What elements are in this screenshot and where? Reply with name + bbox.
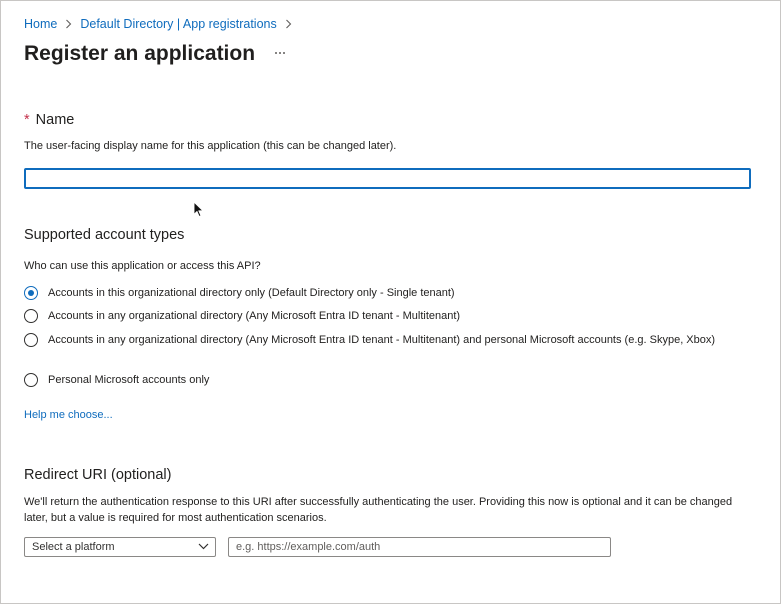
name-input[interactable] xyxy=(24,168,751,189)
radio-option-personal-only[interactable] xyxy=(24,373,744,388)
platform-select[interactable] xyxy=(24,537,216,557)
account-types-question: Who can use this application or access this API? xyxy=(24,260,261,272)
chevron-right-icon xyxy=(285,19,292,29)
redirect-uri-input[interactable] xyxy=(228,537,611,557)
redirect-uri-heading: Redirect URI (optional) xyxy=(24,467,172,483)
radio-option-label: Accounts in any organizational directory (Any Microsoft Entra ID tenant - Multitenant) xyxy=(48,310,461,322)
breadcrumb xyxy=(24,17,300,31)
radio-button[interactable] xyxy=(24,333,38,347)
radio-option-label: Accounts in this organizational directory only (Default Directory only - Single tenant) xyxy=(48,287,455,299)
more-options-icon[interactable] xyxy=(271,48,289,58)
name-description: The user-facing display name for this application (this can be changed later). xyxy=(24,140,397,152)
radio-option-single-tenant[interactable] xyxy=(24,286,744,301)
redirect-uri-description: We'll return the authentication response to this URI after successfully authenticating the user. Providing this now is optional and it can be changed later, but a value is required for most authentication scenarios. xyxy=(24,496,733,524)
mouse-pointer-icon xyxy=(193,201,204,223)
chevron-down-icon xyxy=(198,541,209,553)
radio-button[interactable] xyxy=(24,373,38,387)
chevron-right-icon xyxy=(65,19,72,29)
platform-select-value: Select a platform xyxy=(32,541,115,553)
radio-button-selected[interactable] xyxy=(24,286,38,300)
help-me-choose-link[interactable]: Help me choose... xyxy=(24,409,113,421)
name-label-text: Name xyxy=(35,112,75,128)
breadcrumb-home-link[interactable]: Home xyxy=(24,17,58,31)
name-label xyxy=(24,112,74,128)
radio-option-multitenant[interactable] xyxy=(24,309,744,324)
radio-button[interactable] xyxy=(24,309,38,323)
required-asterisk: * xyxy=(24,112,30,128)
radio-option-label: Personal Microsoft accounts only xyxy=(48,374,210,386)
radio-option-label: Accounts in any organizational directory (Any Microsoft Entra ID tenant - Multitenant) and personal Microsoft accounts (e.g. Skype, Xbox) xyxy=(48,334,716,346)
breadcrumb-directory-link[interactable]: Default Directory | App registrations xyxy=(80,17,277,31)
account-types-heading: Supported account types xyxy=(24,227,185,243)
radio-option-multitenant-personal[interactable] xyxy=(24,333,744,348)
page-title: Register an application xyxy=(24,42,256,65)
